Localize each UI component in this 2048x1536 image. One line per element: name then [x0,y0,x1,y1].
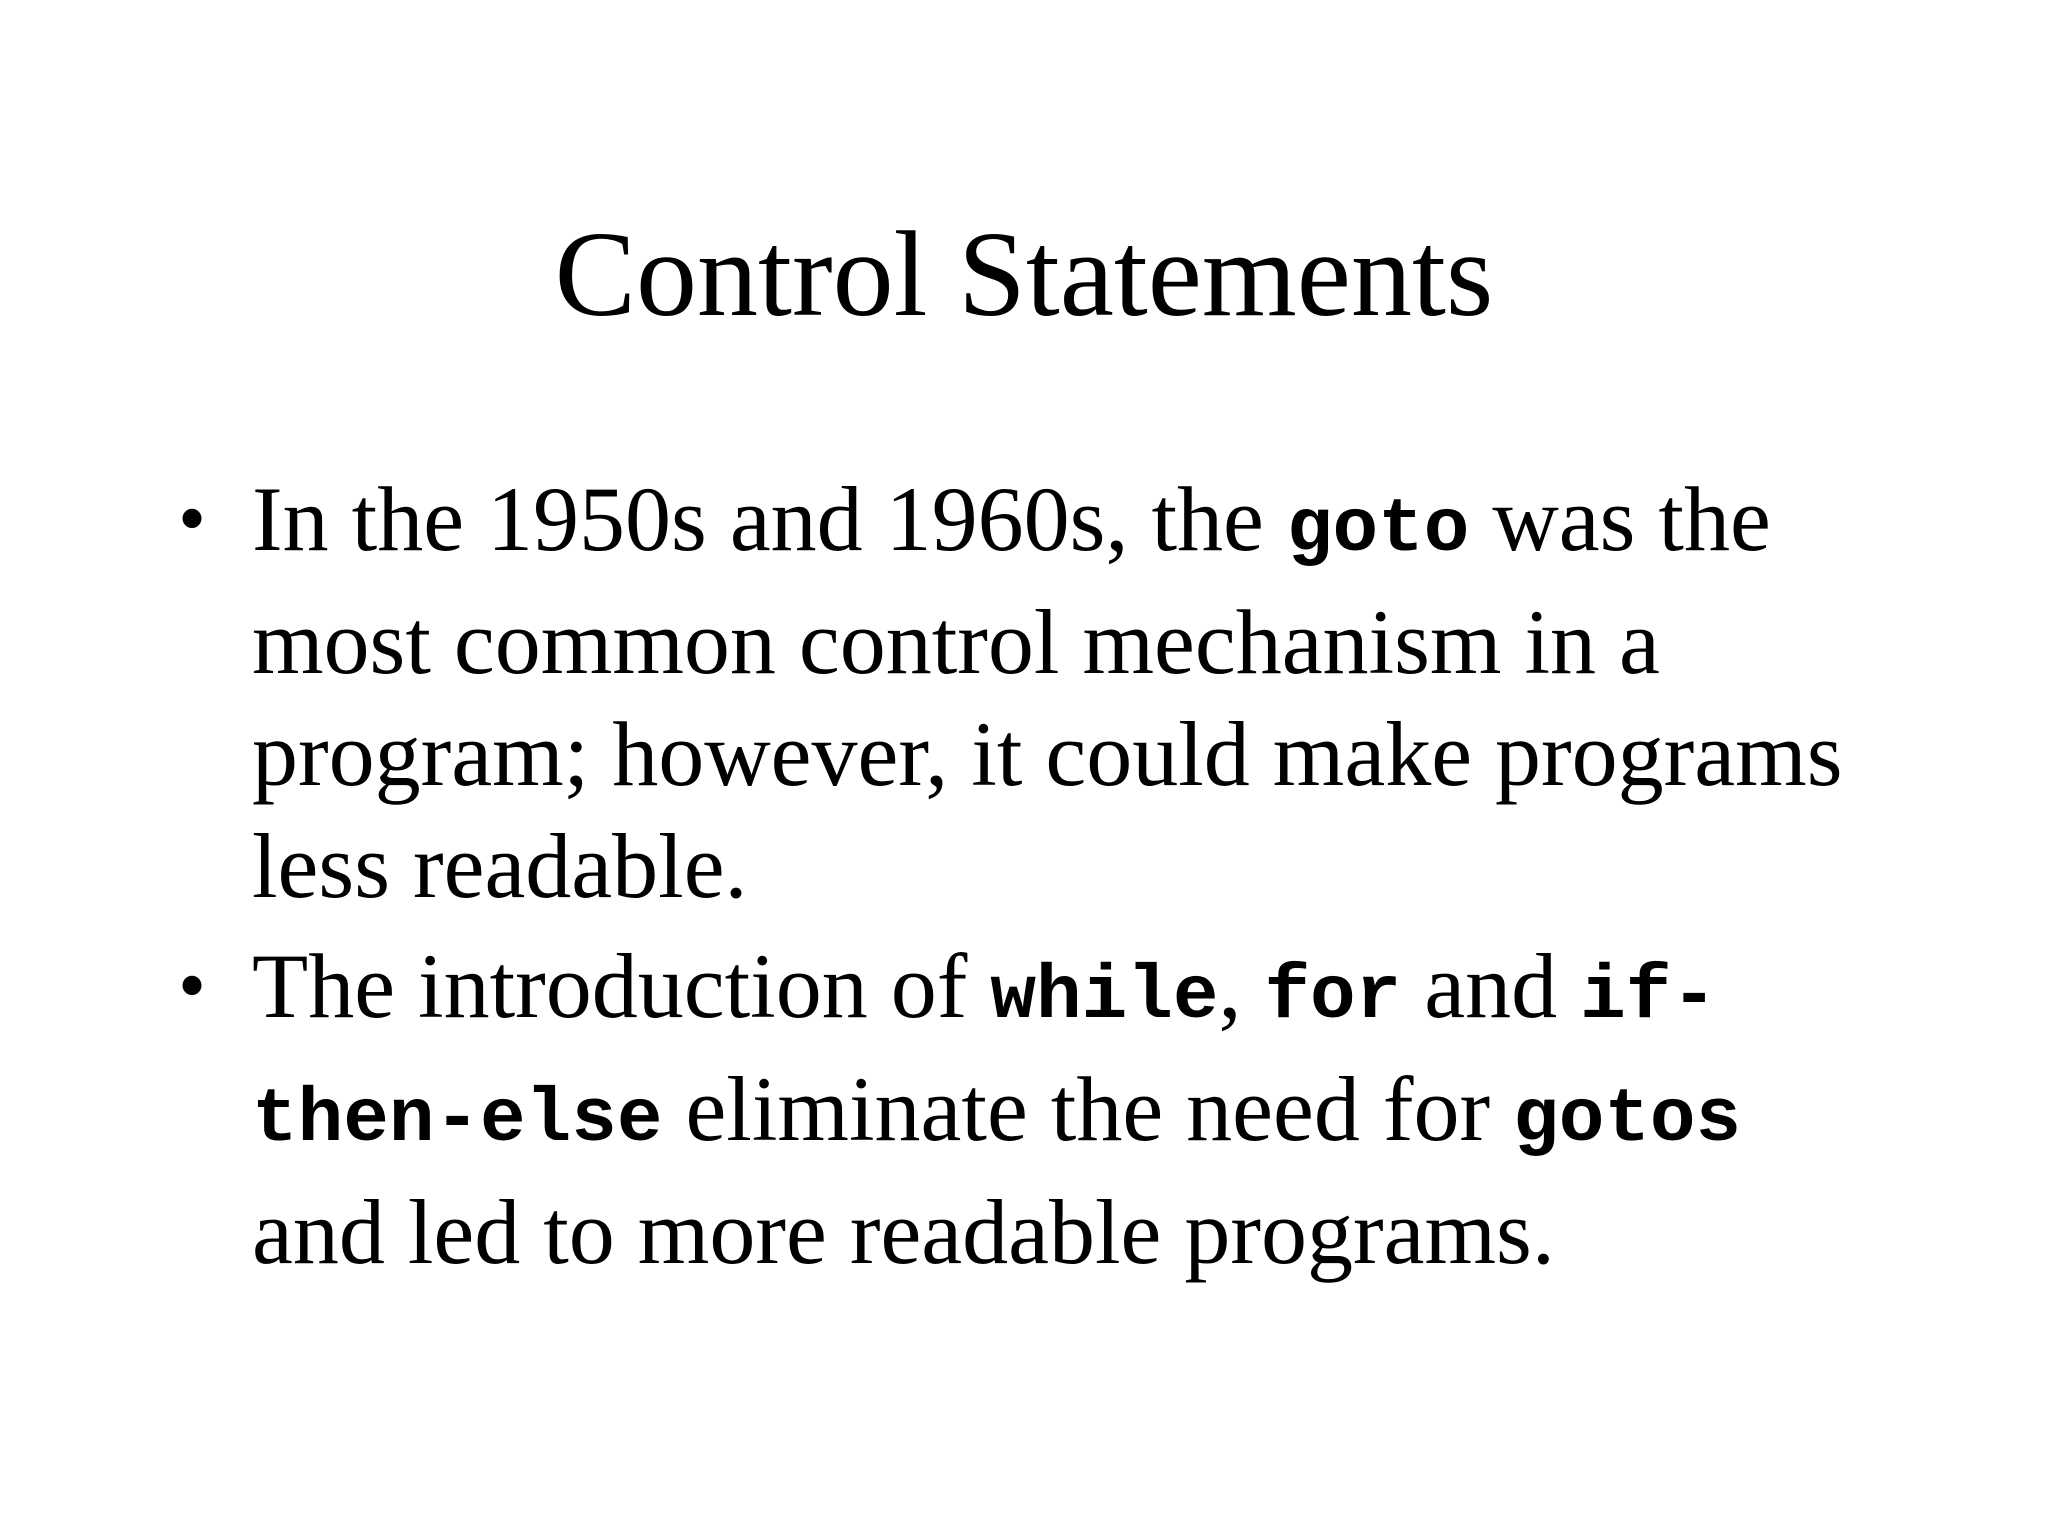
bullet-line [252,1176,1898,1288]
text-run: and led to more readable programs. [252,1181,1555,1283]
text-run: The introduction of [252,935,991,1037]
text-run: was the [1469,468,1771,570]
bullet-line [252,586,1898,698]
code-keyword: goto [1286,487,1470,573]
bullet-item [178,463,1898,922]
bullet-list [178,463,1898,1296]
text-run: less readable. [252,815,748,917]
slide-title: Control Statements [554,207,1494,342]
text-run: eliminate the need for [662,1058,1514,1160]
bullet-dot-icon: • [178,475,207,563]
text-run: In the 1950s and 1960s, the [252,468,1287,570]
text-run: most common control mechanism in a [252,591,1660,693]
code-keyword: while [990,954,1219,1040]
bullet-line [252,698,1898,810]
text-run: program; however, it could make programs [252,703,1843,805]
bullet-item [178,930,1898,1288]
text-run: , [1218,935,1265,1037]
bullet-line [252,463,1898,586]
code-keyword: then-else [252,1077,663,1163]
bullet-dot-icon: • [178,942,207,1030]
bullet-line [252,810,1898,922]
text-run: and [1401,935,1581,1037]
bullet-line [252,1053,1898,1176]
bullet-line [252,930,1898,1053]
code-keyword: for [1264,954,1402,1040]
code-keyword: if- [1580,954,1717,1040]
code-keyword: gotos [1513,1077,1742,1163]
